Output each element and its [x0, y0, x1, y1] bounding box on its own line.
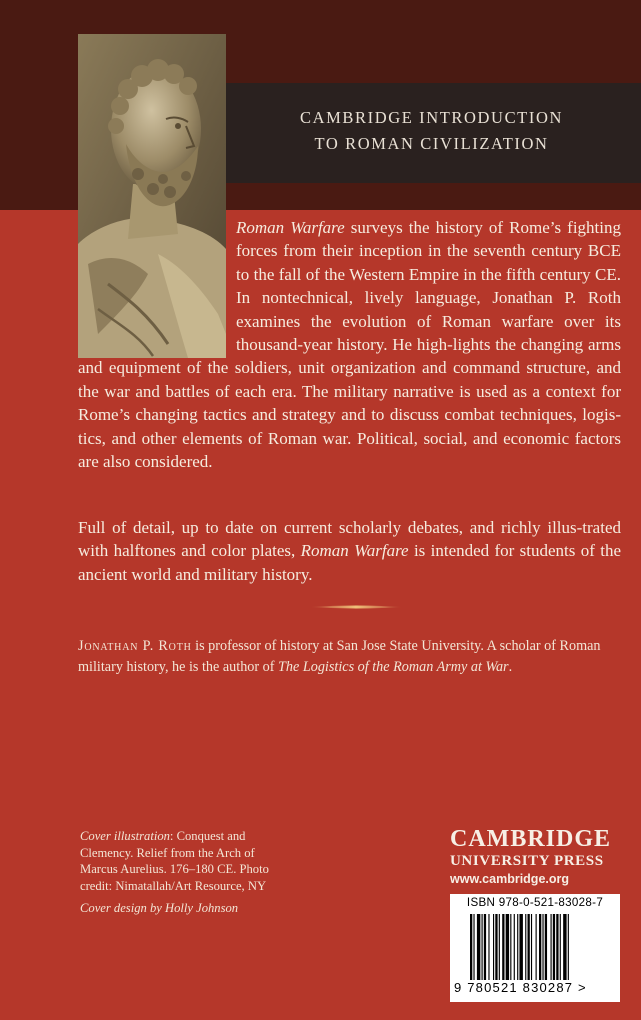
barcode-stripe: [560, 914, 561, 980]
cover-credit: [80, 828, 295, 894]
barcode-stripe: [568, 914, 569, 980]
barcode-stripe: [473, 914, 474, 980]
barcode-stripe: [477, 914, 480, 980]
barcode-bars-icon: [470, 914, 610, 980]
series-box: [222, 83, 641, 183]
blurb-paragraph-1: [78, 216, 621, 473]
bio-text-1: is professor of history at San Jose State University. A scholar of Roman military history, he is the author of: [78, 638, 601, 675]
gold-rule-divider-icon: [310, 604, 402, 610]
credit-text: : Conquest and Clemency. Relief from the Arch of Marcus Aurelius. 176–180 CE. Photo credit: Nimatallah/Art Resource, NY: [80, 829, 269, 893]
barcode-stripe: [502, 914, 504, 980]
barcode-stripe: [506, 914, 509, 980]
barcode-stripe: [484, 914, 486, 980]
barcode-stripe: [517, 914, 518, 980]
barcode-stripe: [488, 914, 489, 980]
blurb-para2-end: is intended for students of the ancient world and military history.: [78, 541, 621, 584]
barcode-stripe: [531, 914, 532, 980]
barcode: [450, 894, 620, 1002]
blurb-title: Roman Warfare: [236, 218, 345, 237]
text-wrap-spacer: [78, 216, 236, 356]
author-name: Jonathan P. Roth: [78, 638, 192, 654]
blurb-text: surveys the history of Rome’s fighting forces from their inception in the seventh century BCE to the fall of the Western Empire in the fifth century CE. In nontechnical, lively language, Jonathan P. Roth examines the evolution of Roman warfare over its thousand-year history. He high-lights the changing arms and equipment of the soldiers, unit organization and command structure, and the war and battles of each era. The military narrative is used as a context for Rome’s changing tactics and strategy and to discuss combat techniques, logis-tics, and other elements of Roman war. Political, social, and economic factors are also considered.: [78, 218, 621, 472]
publisher-name: CAMBRIDGE: [450, 826, 612, 852]
barcode-stripe: [556, 914, 558, 980]
barcode-stripe: [563, 914, 566, 980]
blurb-para2-title: Roman Warfare: [300, 541, 409, 561]
blurb-paragraph-2: [78, 516, 621, 586]
barcode-stripe: [495, 914, 497, 980]
bio-book-title: The Logistics of the Roman Army at War: [278, 659, 509, 675]
barcode-stripe: [528, 914, 530, 980]
isbn-text: ISBN 978-0-521-83028-7: [466, 896, 604, 909]
series-line-1: CAMBRIDGE INTRODUCTION: [300, 108, 563, 127]
bio-text-2: .: [508, 659, 513, 675]
barcode-stripe: [482, 914, 483, 980]
barcode-stripe: [551, 914, 552, 980]
series-title: [222, 105, 641, 157]
credit-label: Cover illustration: [80, 829, 170, 843]
barcode-stripe: [545, 914, 547, 980]
barcode-digits: 9 780521 830287 >: [454, 980, 587, 995]
barcode-stripe: [553, 914, 555, 980]
barcode-stripe: [519, 914, 522, 980]
barcode-stripe: [525, 914, 526, 980]
barcode-stripe: [514, 914, 515, 980]
series-line-2: TO ROMAN CIVILIZATION: [314, 134, 549, 153]
barcode-stripe: [493, 914, 494, 980]
barcode-stripe: [542, 914, 543, 980]
barcode-stripe: [510, 914, 511, 980]
blurb-para2-start: Full of detail, up to date on current scholarly debates, and richly illus-trated with halftones and color plates,: [78, 518, 621, 561]
publisher-logo: [450, 826, 620, 888]
barcode-stripe: [536, 914, 537, 980]
barcode-stripe: [470, 914, 472, 980]
barcode-stripe: [499, 914, 500, 980]
author-bio: [78, 636, 621, 678]
cover-design-credit: Cover design by Holly Johnson: [80, 901, 239, 915]
barcode-stripe: [539, 914, 541, 980]
publisher-url: www.cambridge.org: [450, 872, 570, 886]
publisher-subtitle: UNIVERSITY PRESS: [450, 853, 604, 869]
